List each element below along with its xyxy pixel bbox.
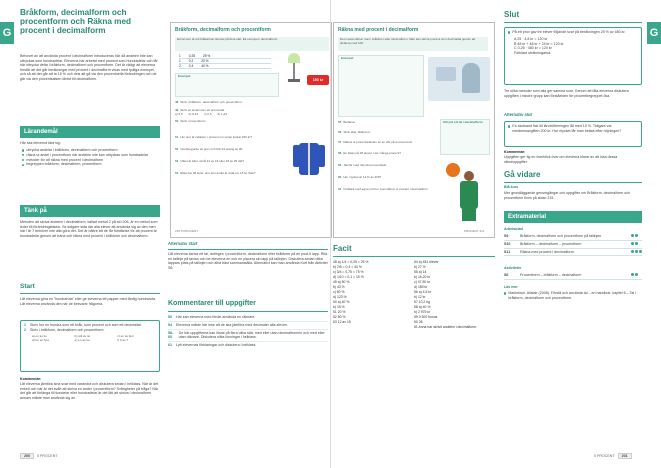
comment-item: 50 Här kan eleverna med fördel använda en räknare. — [168, 314, 328, 322]
facit-item: 56 a) 4,5 kr — [414, 290, 432, 294]
facit-column-1 — [333, 260, 411, 325]
question-item: 54 Elias har 48 kulor. Hur stor andel är röda om 15 är röda? — [175, 170, 256, 175]
start-rule — [20, 293, 160, 294]
alt-start-rule — [168, 249, 328, 250]
facit-item: b) 2/5 = 0,4 = 40 % — [333, 265, 362, 269]
facit-item: b) 16,20 kr — [414, 275, 431, 279]
question-item: 48 Skriv i bråkform, decimalform och procentform. — [175, 100, 243, 104]
facit-item: 55 a) 14 — [414, 270, 427, 274]
student-page-1-intro-box — [175, 37, 329, 51]
facit-item: 49 a) 50 % — [333, 280, 350, 284]
lamp-illustration — [281, 53, 303, 83]
question-item: 53 Vilket är bäst, att få 12 av 15 eller 18 av 25 rätt? — [175, 158, 244, 163]
student-page-1-intro: Ett tal som är ett bråktal kan skrivas på flera sätt. Ett exempel i decimalform. — [177, 37, 279, 41]
start-q1: 1 Skriv hur en hundra som ett bråk, som procent och som ett decimaltal. — [24, 323, 142, 327]
comment-item: 54 Eleverna måste här inse att de ska jämföra med decimaler alla eleven. — [168, 322, 328, 330]
think-text: Metoden att skriva andelen i decimalform, kallad metod 2 på sid 206, är en metod som leder till förändringsfaktor. Se tidigare sida där alla elever att använda sig av den men här i år 7 behöver inte alla göra det. Det är bättre att de får förståelse för att procent är hundradelar genom att träna och räkna med procent i bråkform och decimalform. — [20, 220, 158, 238]
student-page-1-header: Bråkform, decimalform och procentform — [175, 27, 271, 33]
chapter-tab-right: G — [647, 22, 661, 44]
facit-heading: Facit — [333, 244, 352, 253]
arbetsblad-row: S10 Bråkform – decimalform – procentform — [504, 241, 642, 249]
start-option: c) en av fem — [117, 333, 134, 338]
example-box-1 — [175, 73, 279, 97]
alt-slut-comment-heading: Kommentar: — [504, 150, 526, 154]
question-item: 60 Hur mycket är 14 % av 200? — [338, 174, 382, 179]
think-band: Tänk på — [20, 205, 160, 217]
footer-right — [594, 453, 632, 459]
question-item: 55 Beräkna — [338, 120, 355, 124]
alt-slut-box — [504, 121, 642, 147]
facit-item: 60 28 — [414, 320, 423, 324]
slut-heading: Slut — [504, 10, 520, 19]
answer-option: b) 0,43 — [188, 111, 199, 116]
example-label: Exempel — [178, 74, 191, 78]
level-dots — [630, 273, 642, 278]
facit-rule — [333, 256, 495, 257]
ga-vidare-rule — [504, 182, 642, 183]
start-text: Låt eleverna göra en "hundraruta" eller ge eleverna ett papper med färdig hundraruta. Låt eleverna använda den när de besvarar frågorna. — [20, 297, 157, 306]
answer-option: a) 0,5 — [175, 111, 183, 116]
chapter-tab-left: G — [0, 22, 14, 44]
alt-slut-heading: Alternativ slut — [504, 113, 532, 117]
facit-item: b) 15 % — [333, 305, 345, 309]
question-item: 50 Skriv i procentform. — [175, 119, 207, 124]
start-option: d) tre av fyra — [32, 338, 49, 343]
facit-item: 48 a) 1/4 = 0,25 = 25 % — [333, 260, 369, 264]
start-option: e) en av tre — [74, 338, 90, 343]
aktivitet-row: S6 Procentform – bråkform – decimalform — [504, 272, 642, 280]
arbetsblad-row: S9 Bråkform, decimalform och procentform på tallinjen — [504, 233, 642, 241]
goal-item: metoder för att räkna med procent i decimalform — [22, 158, 160, 163]
facit-item: 58 a) 40 % — [414, 305, 431, 309]
start-option: f) 2 av 7 — [117, 338, 129, 343]
start-question-box — [20, 320, 160, 372]
student-page-2-footer: PROCENT 211 — [464, 229, 485, 233]
level-dots — [630, 234, 642, 239]
las-mer-item: MacIntosh, Alistair (2008). Förstå och använda tal – en handbok. kapitel 6 – Tal i bråkform, decimalform och procentform. — [504, 291, 642, 301]
facit-item: 54 a) 451 elever — [414, 260, 439, 264]
aktiviteter-label: Aktiviteter — [504, 266, 522, 270]
goals-intro: Här ska eleverna lära sig: — [20, 141, 61, 145]
facit-item: b) 2 975 kr — [414, 310, 431, 314]
page-number: 201 — [618, 453, 632, 459]
goals-list — [22, 148, 160, 167]
slut-option: B 48 kr + 48 kr + 24 kr = 120 kr — [514, 41, 564, 46]
page-gutter — [330, 0, 331, 468]
slut-text: Tre olika metoder som alla ger samma svar. Genom att låta eleverna diskutera uppgiften i mindre grupp kan förståelsen för procentbegreppet öka. — [504, 89, 629, 98]
answer-option: c) 0,6 — [204, 111, 212, 116]
book-label: 5 PROCENT — [37, 454, 58, 458]
comment-text: Låt eleverna jämföra sina svar med varandra och diskutera sedan i helklass. När är det enkelt och när är det svårt att skriva en andel i procentform? Svårigheter på fråga? När det går att förlänga till tiondelar eller hundradelar är det lätt att skriva i decimalform annars måste man använda sig av. — [20, 382, 159, 400]
question-item: 56 Skriv eller. Räkna ut. — [338, 129, 371, 134]
arbetsblad-list — [504, 233, 642, 256]
extramaterial-band: Extramaterial — [504, 211, 642, 223]
fraction-table: 1 0,25 25 % 1 0,2 20 % 2 0,4 40 % — [179, 54, 271, 69]
question-item: 49 Skriv en andel som ett procenttal. — [175, 107, 225, 112]
goals-band: Lärandemål — [20, 126, 160, 138]
arbetsblad-row: S11 Räkna med procent i decimalform — [504, 249, 642, 257]
slut-question-box — [504, 27, 642, 85]
comment-item: 61 Lyft elevernas förklaringar och diskutera i helklass. — [168, 343, 257, 348]
comments-heading: Kommentarer till uppgifter — [168, 300, 256, 307]
intro-text-left: Behovet av att använda procent i decimalform introduceras här då andelen inte kan uttryckas som hundradelar. Eleverna har arbetat med procent som hundradelar och får här uttrycka detta i bråkform, decimalform och procentform. Det är viktigt att eleverna förstår att det går beräkningar med procent i decimalform visas med tydliga exempel, och så att det går att ta 15 % och dels att gå via den procentuella förändringen och de går via den procentsatsen direkt till decimalform. — [20, 54, 158, 81]
level-dots — [630, 250, 642, 255]
facit-item: 61 Anna har skrivit andelen i decimalform. — [414, 325, 477, 329]
goal-item: begreppen bråkform, decimalform, procentform — [22, 162, 160, 167]
level-dots — [630, 242, 642, 247]
side-info-box — [440, 119, 490, 155]
page-number: 200 — [20, 453, 34, 459]
jacket-illustration — [293, 141, 325, 177]
facit-item: b) 12 kr — [414, 295, 426, 299]
start-option: a) en av tio — [32, 333, 47, 338]
facit-item: d) 180 kr — [414, 285, 428, 289]
comment-heading: Kommentar: — [20, 377, 42, 381]
page-title-left: Bråkform, decimalform och procentform och Räkna med procent i decimalform — [20, 8, 132, 35]
question-item: 57 Räkna ut procentandelen av en vikt på en bal ett tal. — [338, 139, 413, 144]
ga-vidare-heading: Gå vidare — [504, 170, 541, 179]
side-box-title: Uttryck ett tal i decimalform — [443, 120, 483, 124]
student-page-2-header: Räkna med procent i decimalform — [338, 27, 419, 33]
facit-item: 53 12 av 15 — [333, 320, 351, 324]
slut-option: A 25 · 4,8 kr = 120 kr — [514, 36, 548, 41]
comments-list — [168, 314, 328, 349]
student-page-2-intro-box — [338, 37, 488, 51]
facit-item: 57 10,2 kg — [414, 300, 430, 304]
example-label: Exempel — [341, 56, 354, 60]
question-item: 52 Gunilla gjorde ett prov och fick 24 poäng av 30. — [175, 146, 244, 151]
arbetsblad-label: Arbetsblad — [504, 227, 523, 231]
question-item: 59 Jämför med uttryckt procentsats. — [338, 163, 387, 168]
ga-vidare-text: Mer grundläggande genomgångar och uppgifter om Bråkform, decimalform och procentform finns på sidan 215. — [504, 191, 631, 200]
comments-rule — [168, 311, 328, 312]
facit-item: c) 60 % — [333, 290, 345, 294]
facit-column-2 — [414, 260, 494, 329]
footer-left — [20, 453, 58, 459]
price-badge: 150 kr — [307, 75, 329, 85]
goal-item: uttrycka andelar i bråkform, decimalform och procentform — [22, 148, 160, 153]
question-item: 58 En klass på 28 elever. Hur många procent? — [338, 151, 401, 156]
student-page-1 — [170, 22, 332, 238]
facit-item: b) 27 % — [414, 265, 426, 269]
las-mer-heading: Läs mer — [504, 285, 518, 289]
start-heading: Start — [20, 283, 35, 290]
facit-item: b) 43 % — [333, 285, 345, 289]
book-label: 5 PROCENT — [594, 454, 615, 458]
example-box-2 — [338, 55, 424, 117]
facit-item: d) 1/10 = 0,1 = 10 % — [333, 275, 364, 279]
alt-slut-comment: Uppgiften ger fig en överblick över om eleverna klarar av att lösa dessa räkneuppgifter. — [504, 155, 618, 164]
alt-start-text: Låt eleverna skriva ett tal, antingen i procentform, decimalform eller bråkform på en post-it lapp. Rita en tallinje på tavlan och be eleverna en och en placera sin lapp på tallinjen. Diskutera sedan olika lappars plats på tallinjen och allra bäst sammanställa. Alternativt kan man använda Kort från Aktivitet S6. — [168, 252, 328, 270]
alt-slut-question: En skolsamt fick till lärotröfreningen låt med 15 %. Tidigare var medlemsavgiften 200 kr. Hur mycket får man betala efter höjningen? — [508, 124, 638, 134]
slut-tail: Förklara uträkningarna. — [514, 51, 552, 56]
facit-item: d) 123 % — [333, 295, 347, 299]
ga-vidare-sub: Blå kurs — [504, 185, 519, 189]
facit-item: 51 20 % — [333, 310, 346, 314]
student-page-1-footer: 210 5 PROCENT — [175, 229, 199, 233]
facit-item: c) 3/4 = 0,75 = 75 % — [333, 270, 364, 274]
facit-item: 50 a) 40 % — [333, 300, 350, 304]
student-page-2 — [333, 22, 495, 238]
facit-item: c) 47,50 kr — [414, 280, 431, 284]
basketball-player-illustration — [442, 163, 490, 223]
comment-item: 58–60 De här uppgifterna kan lösas på flera olika sätt, med eller utan decimalformen och med eller utan räknare. Diskutera olika lösningar i helklass. — [168, 330, 328, 343]
question-item: 61 Förklara med egna ord hur man räknar ut procent i decimalform. — [338, 186, 429, 191]
start-q2: 2 Skriv i bråkform, decimalform och procentform. — [24, 327, 105, 332]
goal-item: räkna ut andel i procentform när andelen inte kan uttryckas som hundradelar — [22, 153, 160, 158]
cashier-illustration — [428, 57, 490, 101]
facit-item: 59 3 300 bonus — [414, 315, 438, 319]
aktiviteter-list — [504, 272, 642, 280]
student-questions-2 — [338, 121, 438, 192]
slut-question: På ett prov gav tre elever följande svar på beräkningen 25 % av 480 kr. — [508, 30, 638, 35]
answer-option: d) 1,23 — [217, 111, 227, 116]
facit-item: 52 80 % — [333, 315, 346, 319]
alt-start-heading: Alternativ start — [168, 242, 198, 246]
question-item: 51 Hur stor är rabatten i procent om varan kostar 150 kr? — [175, 135, 252, 140]
start-option: b) två av tio — [74, 333, 91, 338]
slut-rule — [504, 22, 642, 23]
student-page-2-intro: Det mesta räknar man i bråkform eller decimalform. Man kan skriva procent som decimaltal genom att dividera med 100. — [340, 37, 476, 45]
slut-option: C 0,25 · 480 kr = 120 kr — [514, 46, 552, 51]
student-questions-1 — [175, 101, 285, 175]
